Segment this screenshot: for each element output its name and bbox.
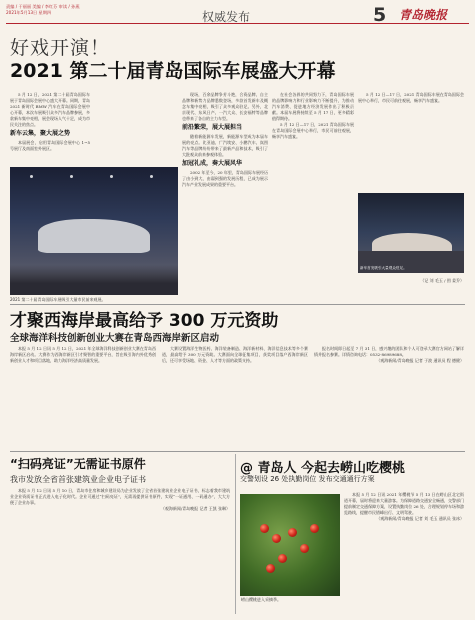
article4-body: [344, 492, 464, 612]
article3-byline: （观海新闻/青岛晚报 记者 王凯 张琳）: [160, 506, 230, 511]
article1-byline-wrap: [358, 278, 464, 292]
cherry-shape: [266, 564, 275, 573]
article3-headline: “扫码亮证”无需证书原件: [10, 457, 146, 471]
article2-col1-text: 本报 5 月 12 日讯 5 月 12 日，2021 年全球海洋科技创新创业大赛在青岛西海岸新区启动。大赛作为西海岸新区引才聚智的重要平台，旨在吸引海内外优秀创新创业人才和项目落地，助力海洋经济高质量发展。: [10, 346, 156, 363]
masthead-date: 2021年5月13日 星期四: [6, 9, 52, 15]
article1-col1-text: 5 月 12 日，2021 第二十届青岛国际车展于青岛国际会展中心盛大开幕。同期，青岛 2021 新时代 BMW 汽车在青岛国际会展中心开幕，本次车展吸引众多汽车品牌参展，多款新车集中亮相，展会现场人气十足，成为市民关注的焦点。: [10, 92, 90, 127]
article1-sub3: 加冠礼成，奏大展风华: [182, 160, 243, 167]
cherry-photo: [240, 494, 340, 596]
ceiling-light: [150, 175, 153, 178]
article1-col4: [358, 92, 464, 190]
article1-col1b-text: 本届展会，启用青岛国际会展中心 1~5 号展厅及南面室外展区。: [10, 140, 90, 151]
crowd-shape: [10, 265, 178, 295]
masthead: [6, 2, 469, 24]
article2-subhead: 全球海洋科技创新创业大赛在青岛西海岸新区启动: [10, 333, 220, 344]
cherry-shape: [272, 534, 281, 543]
article3-body: [10, 488, 230, 608]
ceiling-light: [70, 175, 73, 178]
cherry-shape: [300, 544, 309, 553]
ceiling-light: [30, 175, 33, 178]
masthead-editors: [6, 4, 80, 15]
article2-headline: 才聚西海岸最高给予 300 万元资助: [10, 311, 279, 331]
article4-subhead: 交警划设 26 处执勤岗位 发布交通通行方案: [240, 475, 375, 483]
article1-col1: [10, 92, 90, 165]
article1-col2c-text: 2002 年至今，20 年里，青岛国际车展经历了由小到大、由弱到强的发展历程，已成为展示汽车产业发展成果的重要平台。: [182, 170, 268, 187]
ceiling-light: [110, 175, 113, 178]
article3-body-text: 本报 5 月 12 日讯 5 月 10 日，青岛市住房和城乡建设局为企业发放了全省首张建筑业企业电子证书，标志着我市建筑业企业资质证书正式进入电子化时代。企业可通过“扫码亮证”，无需再提供证书原件，实现“一证通用、一码通办”，大大方便了企业办事。: [10, 488, 230, 505]
article1-col2: [182, 92, 268, 297]
car-shape: [38, 219, 150, 253]
cherry-shape: [310, 524, 319, 533]
article1-col4-text: 5 月 12 日—17 日，2021 青岛国际车展在青岛国际会展中心举行，市民可前往观展，畅享汽车盛宴。: [358, 92, 464, 103]
article2-col2: [162, 346, 308, 446]
cherry-shape: [278, 554, 287, 563]
article1-sub1: 新车云集，聚大展之势: [10, 130, 71, 137]
article1-col3b-text: 5 月 12 日—17 日，2021 青岛国际车展在青岛国际会展中心举行，市民可前往观展，畅享汽车盛宴。: [272, 122, 354, 139]
divider: [10, 451, 465, 452]
page-number: 5: [373, 4, 387, 26]
article1-col3: [272, 92, 354, 297]
newspaper-logo: 青岛晚报: [399, 8, 448, 22]
car-show-photo-right: [358, 193, 464, 273]
article2-byline: （观海新闻/青岛晚报 记者 于波 通讯员 程 德健）: [376, 358, 464, 363]
article4-headline: @ 青岛人 今起去崂山吃樱桃: [240, 461, 406, 476]
article1-col2-text: 现场，百余品牌争芳斗艳，合资品牌、自主品牌和新势力品牌悉数登场，多款首发新车及概念车集中亮相，吸引了众多观众驻足。另外，北京现代、东风日产、一汽大众、长安福特等品牌也带来了各自的主力车型。: [182, 92, 268, 121]
photo-caption-right: 新车首发吸引大量观众驻足。: [360, 266, 407, 270]
article1-col2b-text: 随着新能源车发展，新能源车型成为本届车展的亮点。比亚迪、广汽埃安、小鹏汽车、岚图汽车等品牌纷纷带来了最新产品和技术，吸引了大批观众前来参观体验。: [182, 134, 268, 157]
article1-headline-main: 2021 第二十届青岛国际车展盛大开幕: [10, 60, 336, 82]
article4-byline: （观海新闻/青岛晚报 记者 刘 毛玉 通讯员 张冰）: [376, 516, 464, 521]
article1-headline-top: 好戏开演！: [10, 37, 111, 59]
car-show-photo-main: [10, 167, 178, 295]
masthead-editors-line: 责编 / 于丽丽 美编 / 李红芬 审读 / 孙燕: [6, 4, 80, 9]
article1-byline: （记 刘 毛玉 / 图 姜乔）: [420, 278, 464, 283]
article2-col1: [10, 346, 156, 446]
article2-col3-text: 报名时间即日起至 7 月 31 日，感兴趣的团队和个人可登录大赛官方网站了解详情并报名参赛。详情咨询电话：0532-86989688。: [314, 346, 464, 357]
article4-body-text: 本报 5 月 12 日讯 2021 年樱桃节 5 月 13 日在崂山区北宅街道开幕，届时将迎来大量游客。为保障道路交通安全畅通，交警部门提前制定交通保障方案，设置执勤岗位 26 处，合理规划停车场和游览路线，提醒市民错峰出行、文明驾驶。: [344, 492, 464, 515]
article2-col2-text: 大赛设置海洋生物医药、海洋装备制造、海洋新材料、海洋信息技术等多个赛道，最高给予 300 万元资助。大赛面向全球征集项目，获奖项目落户西海岸新区后，还可享受场地、资金、人才等方面的政策支持。: [162, 346, 308, 363]
cherry-shape: [288, 528, 297, 537]
divider: [10, 304, 465, 305]
section-title: 权威发布: [202, 10, 251, 24]
article2-col3: [314, 346, 464, 446]
column-divider: [235, 454, 236, 614]
cherry-shape: [260, 524, 269, 533]
photo-caption-cherry: 崂山樱桃进入采摘季。: [241, 597, 281, 602]
article3-subhead: 我市发放全省首张建筑业企业电子证书: [10, 475, 146, 484]
article1-col3-text: 在社会各界的共同努力下，青岛国际车展的品牌影响力和行业影响力不断提升，为推动汽车消费、促进地方经济发展作出了积极贡献。本届车展将持续至 5 月 17 日，更多精彩值得期待。: [272, 92, 354, 121]
photo-caption-main: 2021 第二十届青岛国际车展吸引大量市民前来观展。: [10, 297, 106, 302]
article1-sub2: 前沿繁荣，展大展担当: [182, 124, 243, 131]
